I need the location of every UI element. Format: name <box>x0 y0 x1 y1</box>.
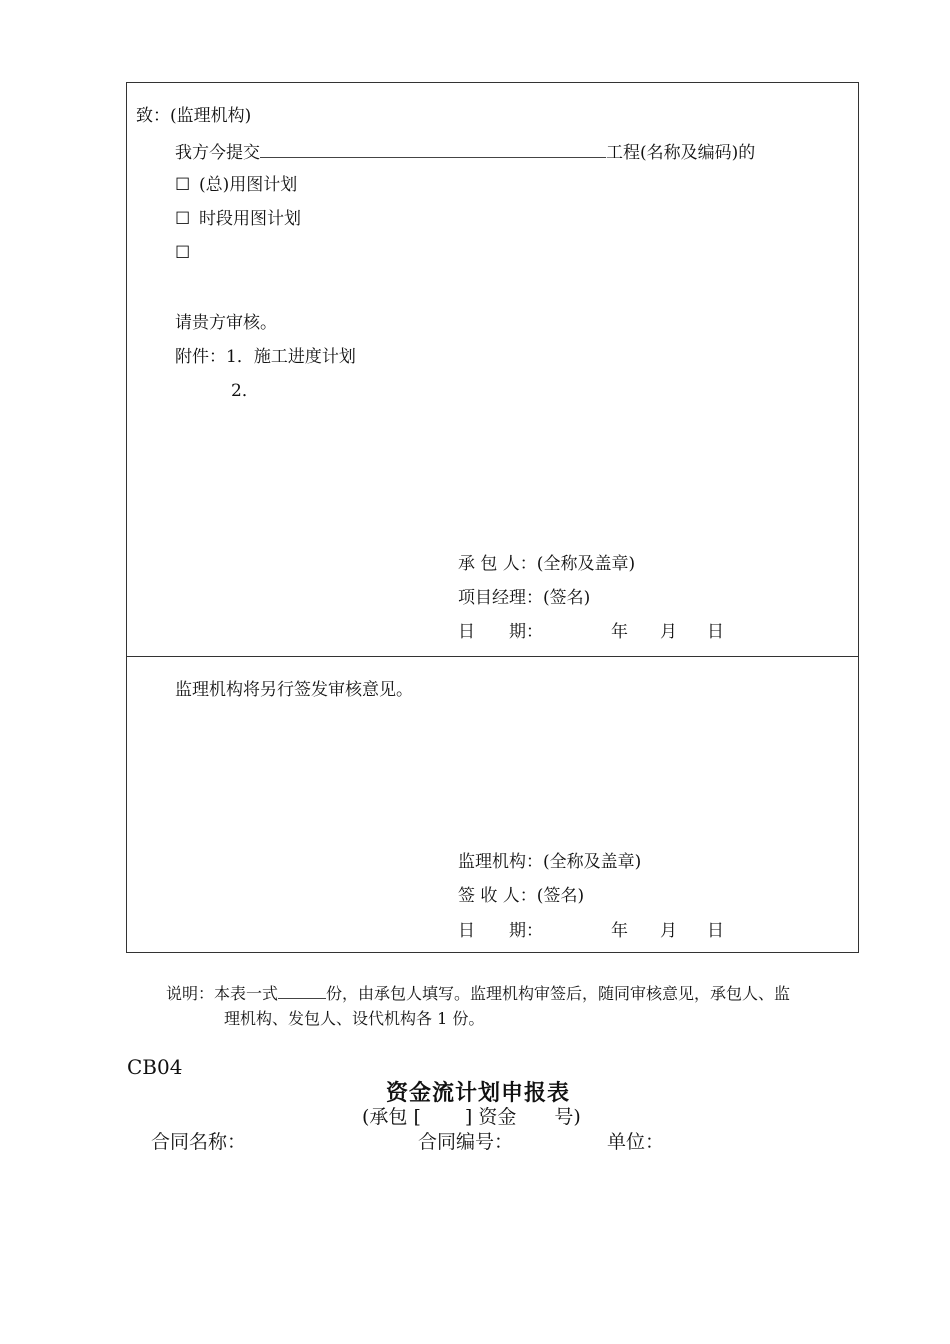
submit-prefix: 我方今提交 <box>175 143 260 163</box>
date-day: 日 <box>707 921 724 941</box>
date-day: 日 <box>707 622 724 642</box>
date-row-1 <box>458 622 758 642</box>
request-text: 请贵方审核。 <box>175 313 277 333</box>
date-month: 月 <box>660 622 677 642</box>
checkbox-icon[interactable]: ☐ <box>175 209 191 229</box>
copies-blank[interactable] <box>278 983 326 999</box>
date-label: 日 期： <box>458 622 543 642</box>
to-line: 致：(监理机构) <box>136 106 252 126</box>
option-other[interactable] <box>175 243 199 263</box>
note-prefix: 说明：本表一式 <box>166 984 279 1003</box>
option-period-plan[interactable] <box>175 209 301 229</box>
unit-label: 单位： <box>607 1131 665 1153</box>
review-text: 监理机构将另行签发审核意见。 <box>175 680 413 700</box>
contract-number-label: 合同编号： <box>418 1131 514 1153</box>
note-line-1 <box>166 983 790 1004</box>
date-year: 年 <box>611 622 628 642</box>
submit-suffix: 工程(名称及编码)的 <box>606 143 756 163</box>
date-label: 日 期： <box>458 921 543 941</box>
supervisor-label: 监理机构：(全称及盖章) <box>458 852 642 872</box>
checkbox-icon[interactable]: ☐ <box>175 175 191 195</box>
form-code: CB04 <box>127 1055 183 1079</box>
date-month: 月 <box>660 921 677 941</box>
note-rest: 份，由承包人填写。监理机构审签后，随同审核意见，承包人、监 <box>326 984 791 1003</box>
form-title: 资金流计划申报表 <box>386 1080 571 1106</box>
section-divider <box>127 656 858 657</box>
attachment-1: 附件：1．施工进度计划 <box>175 347 356 367</box>
submission-form-table <box>126 82 859 953</box>
project-name-blank[interactable] <box>260 141 606 158</box>
checkbox-icon[interactable]: ☐ <box>175 243 191 263</box>
date-row-2 <box>458 921 758 941</box>
project-manager-label: 项目经理：(签名) <box>458 588 591 608</box>
option-total-plan[interactable] <box>175 175 297 195</box>
attachment-2: 2． <box>231 381 259 401</box>
contractor-label: 承 包 人：(全称及盖章) <box>458 554 636 574</box>
submit-line <box>175 141 755 163</box>
form-subtitle: (承包 [ ] 资金 号) <box>362 1106 581 1128</box>
note-line-2: 理机构、发包人、设代机构各 1 份。 <box>224 1009 485 1028</box>
option-label: (总)用图计划 <box>199 175 298 195</box>
date-year: 年 <box>611 921 628 941</box>
contract-name-label: 合同名称： <box>151 1131 247 1153</box>
receiver-label: 签 收 人：(签名) <box>458 886 585 906</box>
option-label: 时段用图计划 <box>199 209 301 229</box>
